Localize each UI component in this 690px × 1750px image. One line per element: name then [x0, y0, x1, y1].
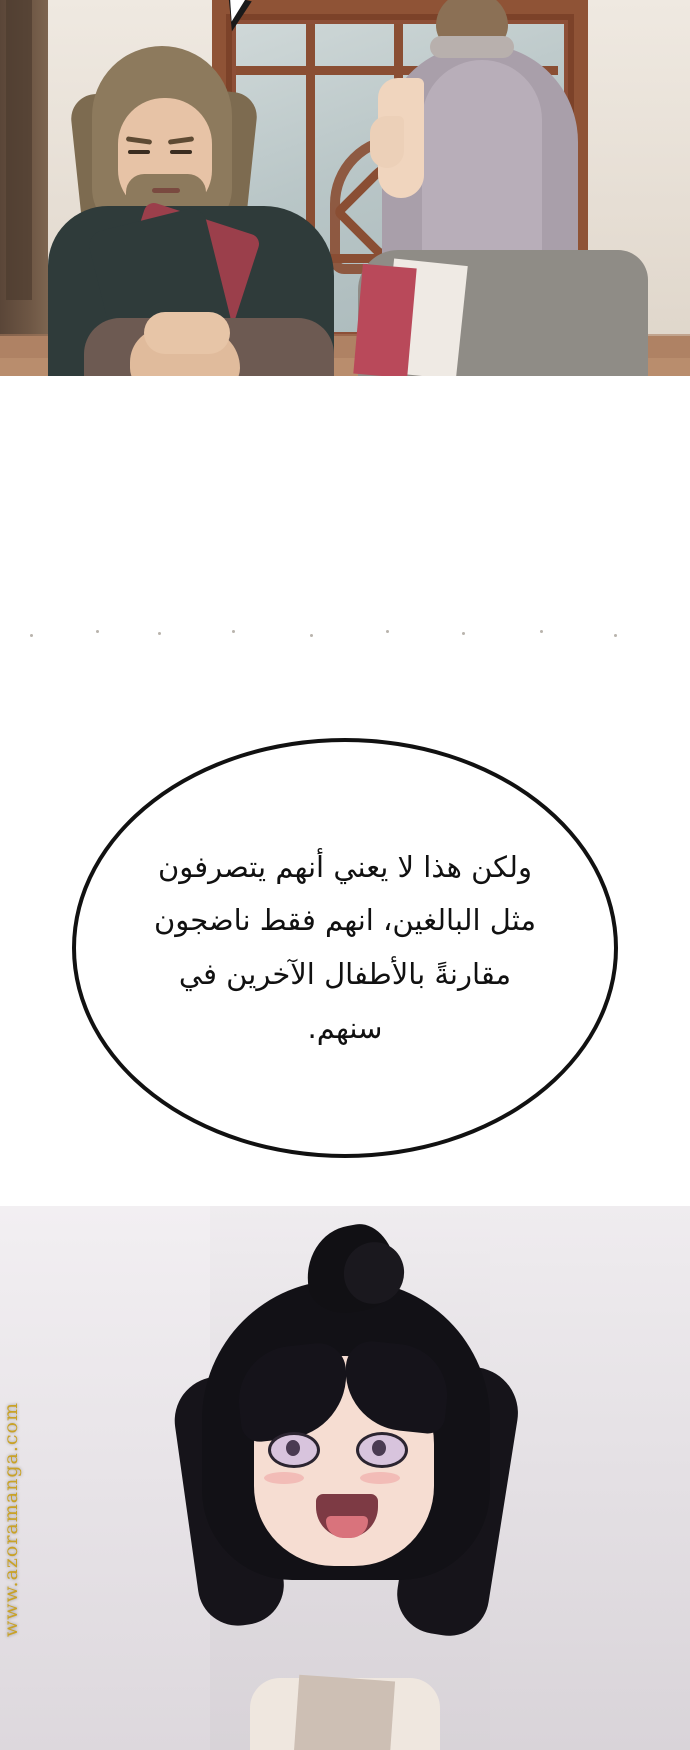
pupil-right: [372, 1440, 386, 1456]
character-bearded-elder: [40, 46, 340, 376]
pupil-left: [286, 1440, 300, 1456]
dust-dot: [540, 630, 543, 633]
dust-dot: [310, 634, 313, 637]
pillar-shadow: [6, 0, 32, 300]
collar-shadow: [293, 1675, 395, 1750]
robe-inner-red: [353, 264, 416, 376]
panel-bottom: [0, 1206, 690, 1750]
eye-right: [170, 150, 192, 154]
dust-dot: [232, 630, 235, 633]
site-watermark: www.azoramanga.com: [0, 1402, 22, 1638]
mouth: [152, 188, 180, 193]
dust-dot: [96, 630, 99, 633]
dust-dot: [462, 632, 465, 635]
blush-right: [360, 1472, 400, 1484]
dust-dot: [158, 632, 161, 635]
eye-left: [128, 150, 150, 154]
background-right: [490, 1206, 690, 1750]
blush-left: [264, 1472, 304, 1484]
character-smiling-boy: [176, 1226, 506, 1750]
hand-upper: [144, 312, 230, 354]
dust-dot: [614, 634, 617, 637]
dust-dot: [386, 630, 389, 633]
hair-tie: [430, 36, 514, 58]
ear: [370, 116, 404, 168]
dust-dot: [30, 634, 33, 637]
speech-bubble: [72, 738, 618, 1158]
speech-bubble-text: ولكن هذا لا يعني أنهم يتصرفون مثل البالغين، انهم فقط ناضجون مقارنةً بالأطفال الآخرين في سنهم.: [154, 849, 536, 1045]
panel-top: [0, 0, 690, 376]
character-long-haired: [352, 0, 682, 376]
